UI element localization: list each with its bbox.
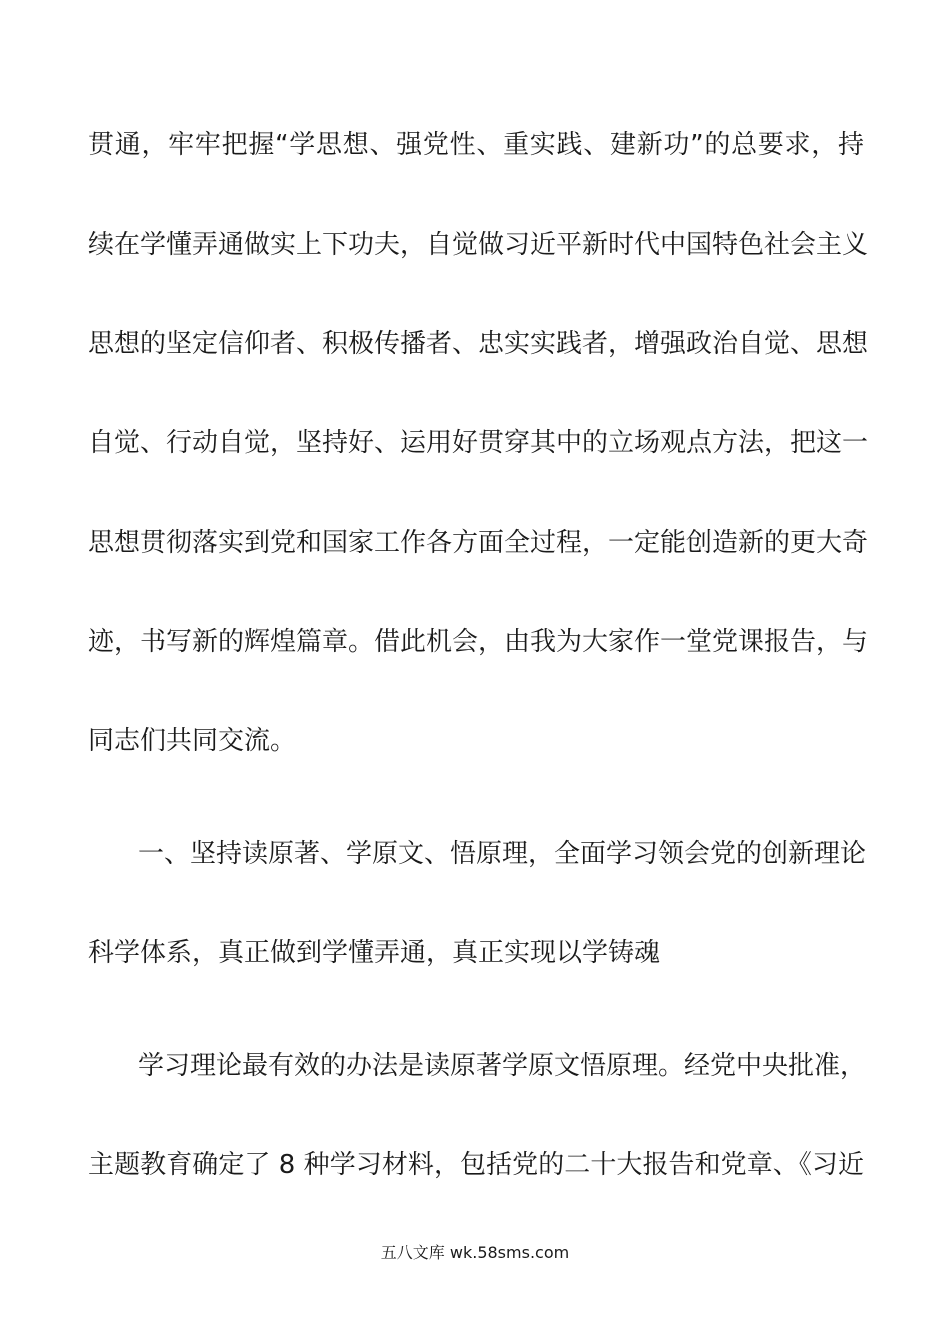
paragraph-line: 自觉、行动自觉，坚持好、运用好贯穿其中的立场观点方法，把这一 — [88, 428, 869, 458]
paragraph-line: 迹，书写新的辉煌篇章。借此机会，由我为大家作一堂党课报告，与 — [88, 627, 869, 657]
paragraph-line: 学习理论最有效的办法是读原著学原文悟原理。经党中央批准， — [138, 1051, 867, 1081]
paragraph-line: 思想的坚定信仰者、积极传播者、忠实实践者，增强政治自觉、思想 — [88, 329, 869, 359]
section-heading-line: 一、坚持读原著、学原文、悟原理，全面学习领会党的创新理论 — [138, 839, 867, 869]
footer-watermark: 五八文库 wk.58sms.com — [380, 1243, 570, 1262]
paragraph-line: 主题教育确定了 8 种学习材料，包括党的二十大报告和党章、《习近 — [88, 1150, 864, 1180]
paragraph-line: 同志们共同交流。 — [88, 726, 297, 756]
paragraph-line: 思想贯彻落实到党和国家工作各方面全过程，一定能创造新的更大奇 — [88, 528, 869, 558]
paragraph-line: 贯通，牢牢把握“学思想、强党性、重实践、建新功”的总要求，持 — [88, 130, 864, 160]
section-heading-line: 科学体系，真正做到学懂弄通，真正实现以学铸魂 — [88, 938, 661, 968]
paragraph-line: 续在学懂弄通做实上下功夫，自觉做习近平新时代中国特色社会主义 — [88, 230, 869, 260]
